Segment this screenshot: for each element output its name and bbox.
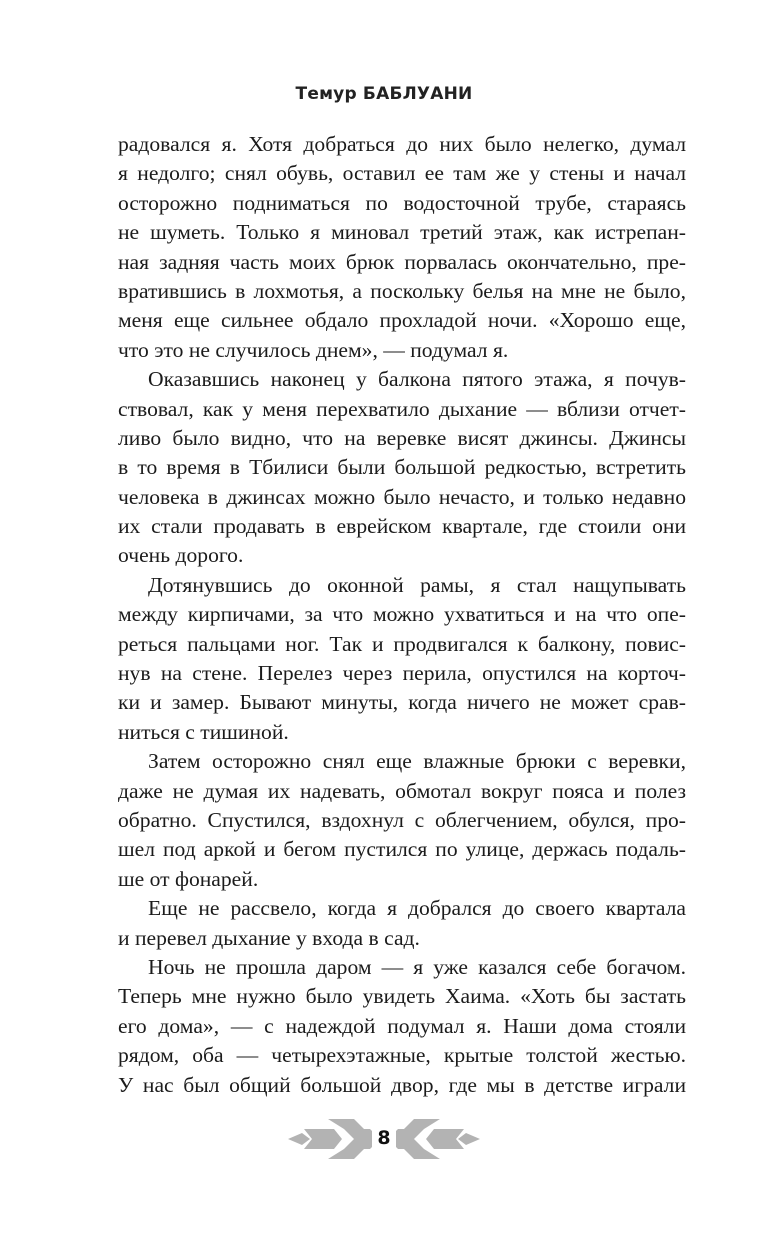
page-folio xyxy=(284,1115,484,1163)
text-line: ствовал, как у меня перехватило дыхание — вблизи отчет- xyxy=(118,396,686,421)
text-line: Затем осторожно снял еще влажные брюки с веревки, xyxy=(148,749,686,774)
text-line: не шуметь. Только я миновал третий этаж, как истрепан- xyxy=(118,220,686,245)
text-line: Дотянувшись до оконной рамы, я стал нащупывать xyxy=(148,572,686,597)
text-line: Теперь мне нужно было увидеть Хаима. «Хоть бы застать xyxy=(118,984,686,1009)
text-line: ки и замер. Бывают минуты, когда ничего не может срав- xyxy=(118,690,686,715)
text-line: даже не думая их надевать, обмотал вокруг пояса и полез xyxy=(118,778,686,803)
text-line: в то время в Тбилиси были большой редкостью, встретить xyxy=(118,455,686,480)
text-line: его дома», — с надеждой подумал я. Наши дома стояли xyxy=(118,1013,686,1038)
text-line: я недолго; снял обувь, оставил ее там же у стены и начал xyxy=(118,161,686,186)
text-line: рядом, оба — четырехэтажные, крытые толстой жестью. xyxy=(118,1043,686,1068)
text-line: нув на стене. Перелез через перила, опустился на корточ- xyxy=(118,661,686,686)
text-line: ливо было видно, что на веревке висят джинсы. Джинсы xyxy=(118,425,686,450)
text-line: между кирпичами, за что можно ухватиться и на что опе- xyxy=(118,602,686,627)
text-line: и перевел дыхание у входа в сад. xyxy=(118,925,420,950)
page-number: 8 xyxy=(377,1127,391,1149)
text-line: человека в джинсах можно было нечасто, и только недавно xyxy=(118,484,686,509)
text-line: вратившись в лохмотья, а поскольку белья на мне не было, xyxy=(118,278,686,303)
text-line: ше от фонарей. xyxy=(118,866,259,891)
text-line: их стали продавать в еврейском квартале, где стоили они xyxy=(118,514,686,539)
text-line: осторожно подниматься по водосточной трубе, стараясь xyxy=(118,190,686,215)
text-line: Еще не рассвело, когда я добрался до своего квартала xyxy=(148,896,686,921)
text-line: реться пальцами ног. Так и продвигался к балкону, повис- xyxy=(118,631,686,656)
text-line: У нас был общий большой двор, где мы в детстве играли xyxy=(118,1072,686,1097)
text-line: Ночь не прошла даром — я уже казался себе богачом. xyxy=(148,954,686,979)
text-line: ниться с тишиной. xyxy=(118,719,289,744)
text-line: меня еще сильнее обдало прохладой ночи. «Хорошо еще, xyxy=(118,308,686,333)
text-line: очень дорого. xyxy=(118,543,244,568)
running-head: Темур БАБЛУАНИ xyxy=(295,84,473,104)
text-line: Оказавшись наконец у балкона пятого этажа, я почув- xyxy=(148,367,686,392)
body-text xyxy=(118,130,686,1100)
text-line: что это не случилось днем», — подумал я. xyxy=(118,337,509,362)
text-line: ная задняя часть моих брюк порвалась окончательно, пре- xyxy=(118,249,686,274)
text-line: радовался я. Хотя добраться до них было нелегко, думал xyxy=(118,132,686,156)
text-line: обратно. Спустился, вздохнул с облегчением, обулся, про- xyxy=(118,807,686,832)
text-line: шел под аркой и бегом пустился по улице, держась подаль- xyxy=(118,837,686,862)
